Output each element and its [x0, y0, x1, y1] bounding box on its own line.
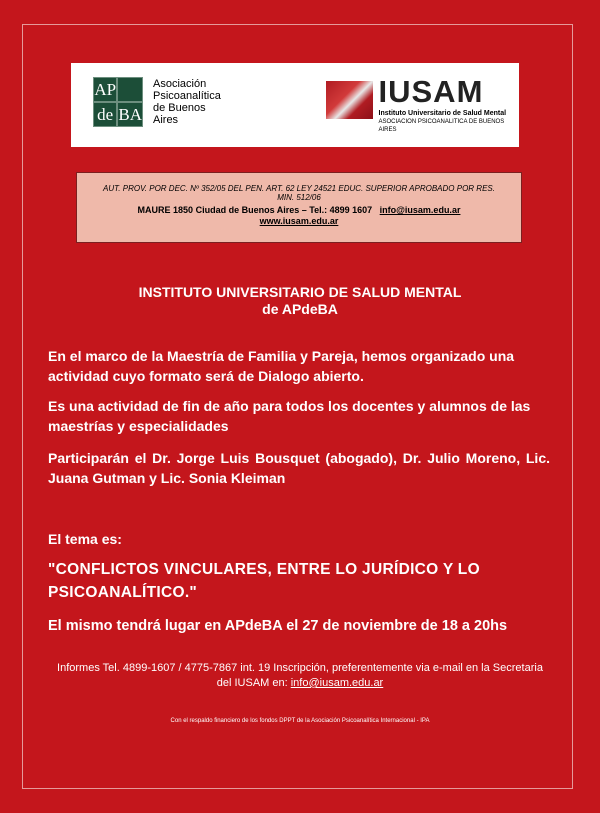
iusam-subtitle-association: ASOCIACION PSICOANALITICA DE BUENOS AIRES	[378, 119, 505, 133]
iusam-logo	[326, 75, 519, 134]
institution-info-box	[76, 172, 522, 243]
apdeba-mark-blank	[117, 77, 143, 102]
apdeba-name-line: Psicoanalítica	[153, 90, 221, 102]
institute-heading	[0, 284, 600, 318]
event-location-date: El mismo tendrá lugar en APdeBA el 27 de noviembre de 18 a 20hs	[48, 618, 508, 634]
logo-bar	[71, 63, 519, 147]
iusam-logo-text	[379, 75, 520, 134]
apdeba-name-line: de Buenos Aires	[153, 102, 206, 126]
apdeba-logo	[93, 77, 233, 127]
participants-paragraph: Participarán el Dr. Jorge Luis Bousquet (abogado), Dr. Julio Moreno, Lic. Juana Gutman y Lic. Sonia Kleiman	[48, 450, 550, 486]
audience-paragraph: Es una actividad de fin de año para todos los docentes y alumnos de las maestrías y especialidades	[48, 398, 531, 434]
address-text: MAURE 1850 Ciudad de Buenos Aires – Tel.: 4899 1607	[137, 205, 373, 215]
apdeba-mark-de: de	[93, 102, 117, 127]
registration-text: Informes Tel. 4899-1607 / 4775-7867 int. 19 Inscripción, preferentemente via e-mail en la Secretaria del IUSAM en:	[57, 662, 543, 689]
apdeba-logo-mark	[93, 77, 143, 127]
iusam-logo-mark	[326, 81, 373, 119]
heading-line-1: INSTITUTO UNIVERSITARIO DE SALUD MENTAL	[138, 284, 462, 300]
authorization-text: AUT. PROV. POR DEC. Nº 352/05 DEL PEN. ART. 62 LEY 24521 EDUC. SUPERIOR APROBADO POR RES. MIN. 512/06	[103, 184, 495, 202]
topic-label: El tema es:	[48, 531, 122, 547]
apdeba-mark-ba: BA	[117, 102, 143, 127]
iusam-title: IUSAM	[378, 74, 484, 109]
heading-line-2: de APdeBA	[262, 301, 338, 317]
apdeba-name-line: Asociación	[153, 78, 207, 90]
iusam-subtitle: Instituto Universitario de Salud Mental	[378, 110, 507, 117]
email-link[interactable]: info@iusam.edu.ar	[379, 205, 461, 215]
website-link[interactable]: www.iusam.edu.ar	[259, 216, 339, 226]
apdeba-mark-ap: AP	[93, 77, 117, 102]
intro-paragraph: En el marco de la Maestría de Familia y Pareja, hemos organizado una actividad cuyo formato será de Dialogo abierto.	[48, 348, 515, 384]
topic-title: "CONFLICTOS VINCULARES, ENTRE LO JURÍDICO Y LO PSICOANALÍTICO."	[48, 561, 480, 601]
contact-line	[77, 204, 521, 216]
registration-info	[50, 661, 550, 691]
funding-footer: Con el respaldo financiero de los fondos DPPT de la Asociación Psicoanalítica Internacional - IPA	[170, 718, 430, 724]
apdeba-logo-name	[153, 78, 233, 126]
registration-email-link[interactable]: info@iusam.edu.ar	[290, 677, 384, 689]
